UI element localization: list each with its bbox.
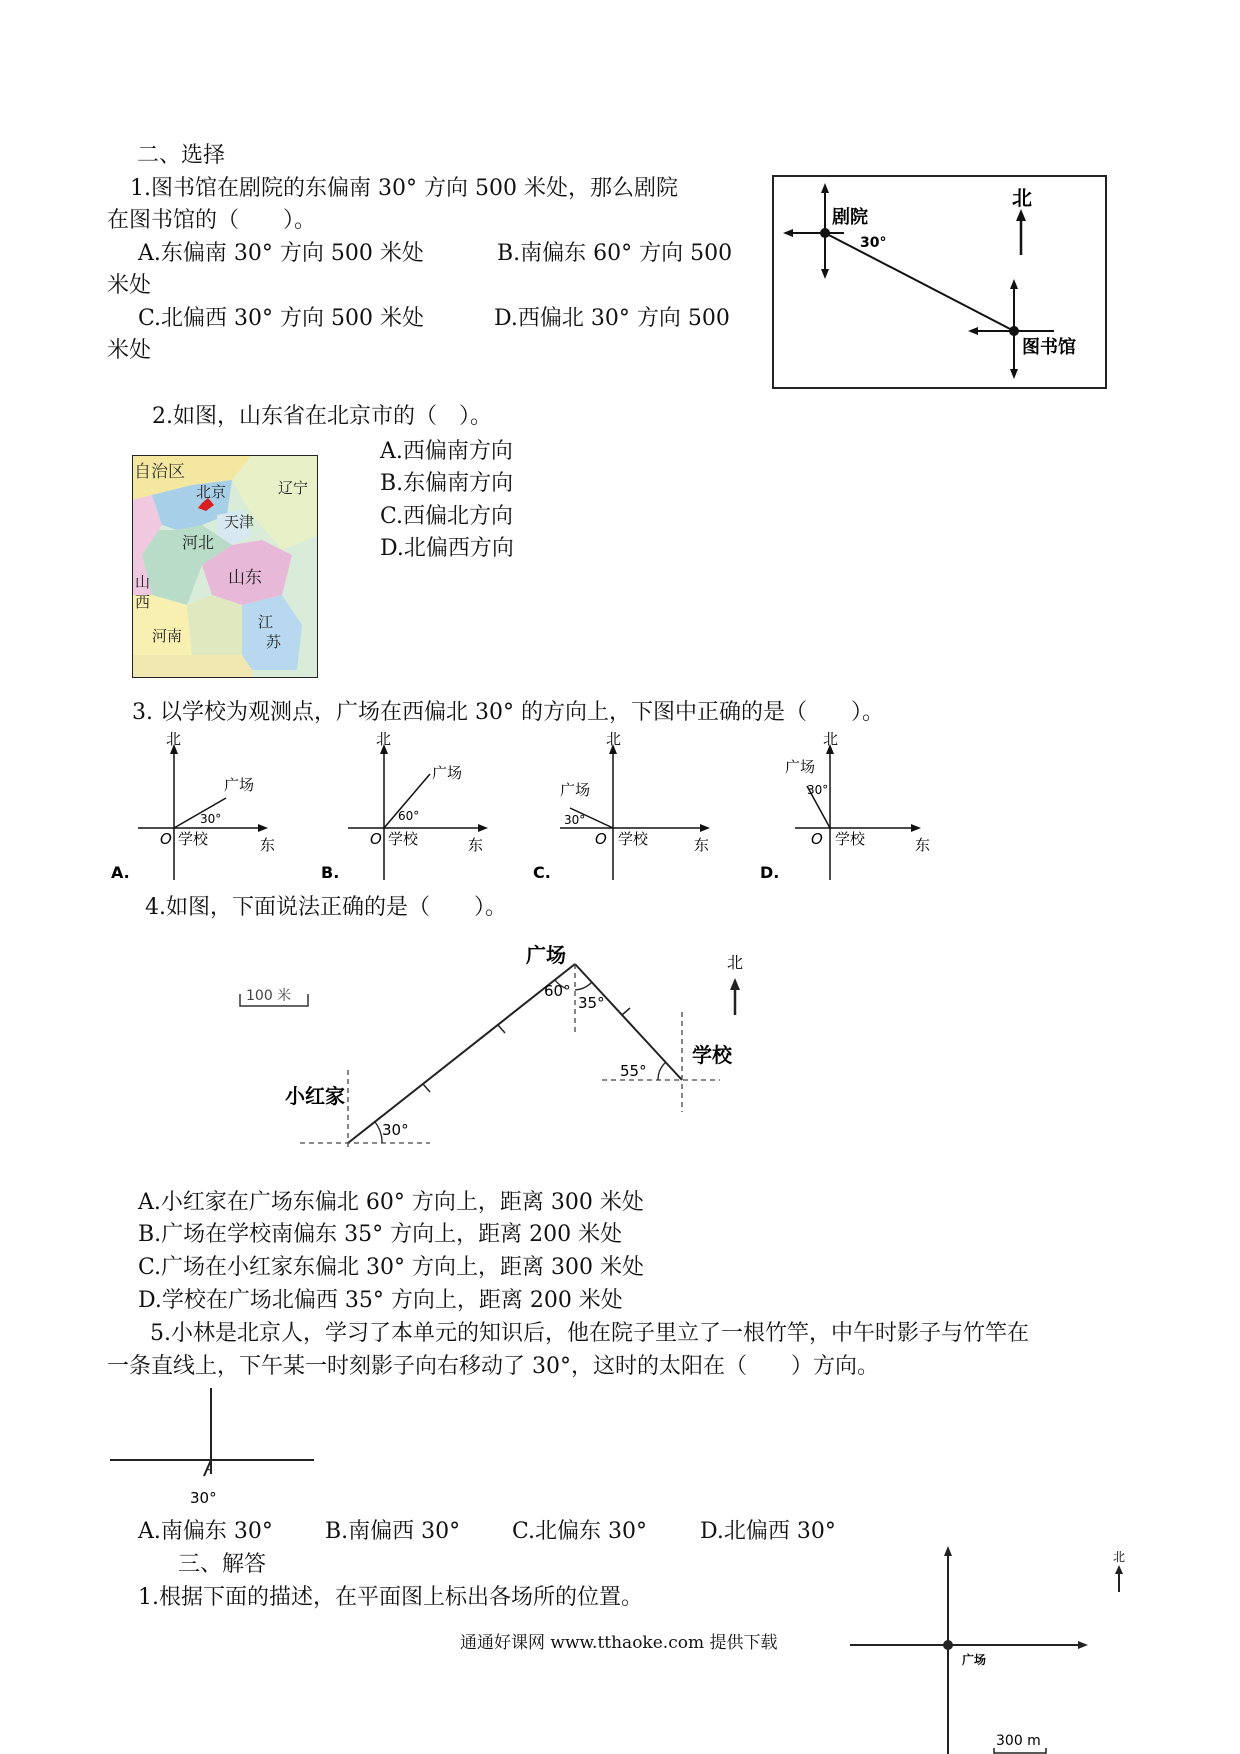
q3d-option-label: D.	[760, 863, 780, 882]
q4-angle35-label: 35°	[578, 994, 605, 1012]
map-label-henan: 河南	[152, 627, 183, 645]
q3a-option-label: A.	[111, 863, 130, 882]
q2-option-b: B.东偏南方向	[380, 471, 514, 496]
q3a-origin-label: O	[160, 830, 172, 848]
q3d-school-label: 学校	[835, 830, 866, 848]
map-label-jiangsu-2: 苏	[266, 633, 282, 651]
q3b-east-label: 东	[468, 836, 484, 854]
q3c-north-label: 北	[606, 730, 622, 748]
q3b-north-label: 北	[376, 730, 392, 748]
q1-theater-label: 剧院	[832, 207, 868, 228]
q3d-origin-label: O	[811, 830, 823, 848]
q1-option-a: A.东偏南 30° 方向 500 米处	[138, 241, 424, 266]
q3-diagram-c	[530, 730, 710, 890]
q5-stem-line2: 一条直线上，下午某一时刻影子向右移动了 30°，这时的太阳在（ ）方向。	[107, 1354, 879, 1379]
q3a-east-label: 东	[260, 836, 276, 854]
q3d-square-label: 广场	[785, 758, 816, 776]
section-heading-answer: 三、解答	[178, 1552, 267, 1577]
map-label-hebei: 河北	[182, 533, 215, 552]
q3a-square-label: 广场	[224, 776, 255, 794]
q5-angle-label: 30°	[190, 1489, 217, 1507]
q3-diagram-a	[108, 730, 288, 890]
q4-option-c: C.广场在小红家东偏北 30° 方向上，距离 300 米处	[138, 1255, 645, 1280]
map-label-region: 自治区	[134, 462, 185, 482]
q1-option-b: B.南偏东 60° 方向 500	[497, 241, 733, 266]
map-label-shandong: 山东	[228, 568, 262, 588]
q4-square-label: 广场	[526, 943, 566, 967]
q5-figure	[108, 1388, 318, 1518]
q1-north-label: 北	[1012, 186, 1032, 210]
q3a-angle-label: 30°	[200, 812, 222, 826]
q1-library-label: 图书馆	[1022, 337, 1076, 358]
q4-option-d: D.学校在广场北偏西 35° 方向上，距离 200 米处	[138, 1288, 623, 1313]
q4-figure	[230, 940, 790, 1160]
q3b-square-label: 广场	[432, 764, 463, 782]
q4-angle30-label: 30°	[382, 1121, 409, 1139]
q2-option-a: A.西偏南方向	[380, 439, 513, 464]
q3-stem: 3. 以学校为观测点，广场在西偏北 30° 的方向上，下图中正确的是（ ）。	[132, 700, 884, 725]
q4-option-a: A.小红家在广场东偏北 60° 方向上，距离 300 米处	[138, 1190, 644, 1215]
q2-map	[132, 455, 318, 678]
q3c-origin-label: O	[595, 830, 607, 848]
q3b-option-label: B.	[321, 863, 340, 882]
q4-scale-label: 100 米	[246, 988, 292, 1004]
q4-angle60-label: 60°	[544, 982, 571, 1000]
q3-diagram-b	[318, 730, 498, 890]
q3c-square-label: 广场	[560, 781, 591, 799]
q3c-option-label: C.	[533, 863, 551, 882]
q1-stem-line2: 在图书馆的（ ）。	[107, 208, 317, 233]
q4-school-label: 学校	[692, 1043, 732, 1067]
q3d-north-label: 北	[823, 730, 839, 748]
map-label-jiangsu-1: 江	[258, 613, 274, 631]
q4-home-label: 小红家	[285, 1084, 345, 1108]
q3c-east-label: 东	[694, 836, 710, 854]
q1-angle-label: 30°	[860, 235, 887, 251]
q5-option-b: B.南偏西 30°	[325, 1519, 461, 1544]
q4-stem: 4.如图，下面说法正确的是（ ）。	[145, 895, 507, 920]
q4-option-b: B.广场在学校南偏东 35° 方向上，距离 200 米处	[138, 1222, 623, 1247]
q1-option-d: D.西偏北 30° 方向 500	[494, 306, 730, 331]
map-label-liaoning: 辽宁	[278, 479, 309, 497]
q3d-angle-label: 30°	[807, 783, 829, 797]
footer-source: 通通好课网 www.tthaoke.com 提供下载	[460, 1633, 778, 1653]
section-heading-choice: 二、选择	[137, 143, 226, 168]
q4-angle55-label: 55°	[620, 1062, 647, 1080]
q5-option-c: C.北偏东 30°	[512, 1519, 648, 1544]
q2-stem: 2.如图，山东省在北京市的（ ）。	[152, 404, 492, 429]
s3-scale-label: 300 m	[996, 1733, 1041, 1749]
s3-q1-stem: 1.根据下面的描述，在平面图上标出各场所的位置。	[138, 1585, 643, 1610]
q3a-north-label: 北	[166, 730, 182, 748]
q1-option-d-cont: 米处	[107, 338, 152, 363]
q2-option-c: C.西偏北方向	[380, 504, 514, 529]
q3-diagram-d	[745, 730, 935, 890]
q5-stem-line1: 5.小林是北京人，学习了本单元的知识后，他在院子里立了一根竹竿，中午时影子与竹竿在	[150, 1321, 1029, 1346]
q3c-angle-label: 30°	[564, 813, 586, 827]
q4-north-label: 北	[727, 953, 744, 972]
q1-option-b-cont: 米处	[107, 273, 152, 298]
s3-square-label: 广场	[962, 1653, 987, 1667]
q5-option-a: A.南偏东 30°	[138, 1519, 273, 1544]
map-label-shanxi-1: 山	[135, 573, 151, 591]
q3b-angle-label: 60°	[398, 809, 420, 823]
q3d-east-label: 东	[915, 836, 931, 854]
map-label-shanxi-2: 西	[135, 593, 151, 611]
q5-option-d: D.北偏西 30°	[700, 1519, 836, 1544]
map-label-tianjin: 天津	[224, 513, 255, 531]
q1-stem-line1: 1.图书馆在剧院的东偏南 30° 方向 500 米处，那么剧院	[130, 176, 678, 201]
q3c-school-label: 学校	[618, 830, 649, 848]
q2-option-d: D.北偏西方向	[380, 536, 514, 561]
q3b-school-label: 学校	[388, 830, 419, 848]
s3-figure	[840, 1540, 1140, 1754]
q1-option-c: C.北偏西 30° 方向 500 米处	[138, 306, 425, 331]
q3a-school-label: 学校	[178, 830, 209, 848]
map-label-beijing: 北京	[196, 483, 227, 501]
s3-north-label: 北	[1113, 1550, 1126, 1564]
q3b-origin-label: O	[370, 830, 382, 848]
q1-figure	[772, 175, 1108, 391]
